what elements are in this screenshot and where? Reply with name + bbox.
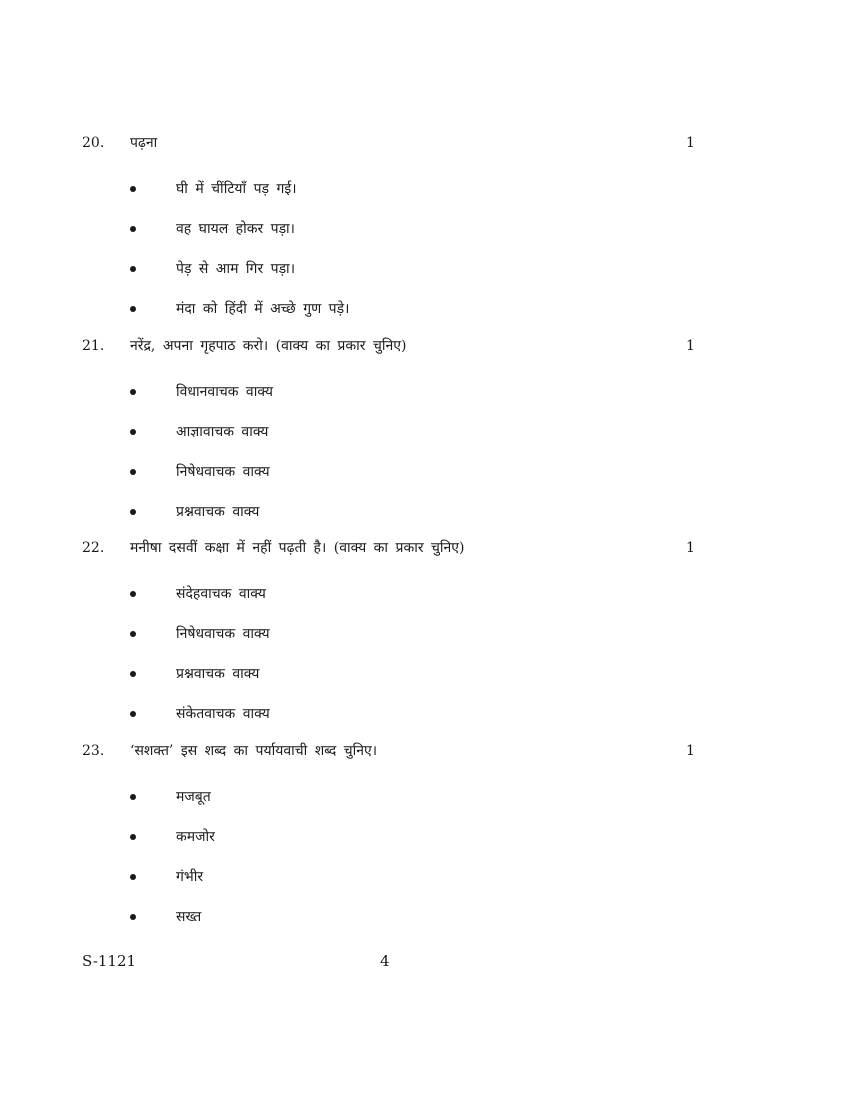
question-marks: 1 bbox=[686, 338, 695, 354]
bullet-icon bbox=[130, 306, 136, 312]
option-list bbox=[82, 375, 702, 535]
question-number: 22. bbox=[82, 540, 105, 556]
option-list bbox=[82, 172, 702, 332]
option-list bbox=[82, 577, 702, 737]
option-item bbox=[82, 455, 702, 495]
bullet-icon bbox=[130, 186, 136, 192]
option-text: प्रश्नवाचक वाक्य bbox=[176, 666, 260, 682]
question-22 bbox=[82, 537, 702, 737]
option-item bbox=[82, 252, 702, 292]
option-text: कमजोर bbox=[176, 829, 215, 845]
option-list bbox=[82, 780, 702, 940]
option-item bbox=[82, 860, 702, 900]
question-21 bbox=[82, 335, 702, 535]
option-item bbox=[82, 212, 702, 252]
bullet-icon bbox=[130, 834, 136, 840]
question-marks: 1 bbox=[686, 540, 695, 556]
question-20 bbox=[82, 132, 702, 332]
option-text: घी में चींटियाँ पड़ गई। bbox=[176, 181, 297, 197]
option-text: मंदा को हिंदी में अच्छे गुण पड़े। bbox=[176, 301, 350, 317]
option-item bbox=[82, 900, 702, 940]
option-text: संकेतवाचक वाक्य bbox=[176, 706, 270, 722]
bullet-icon bbox=[130, 469, 136, 475]
paper-code: S-1121 bbox=[82, 952, 137, 970]
bullet-icon bbox=[130, 711, 136, 717]
option-text: आज्ञावाचक वाक्य bbox=[176, 424, 269, 440]
option-item bbox=[82, 415, 702, 455]
bullet-icon bbox=[130, 631, 136, 637]
option-item bbox=[82, 820, 702, 860]
question-header bbox=[82, 740, 702, 762]
option-text: प्रश्नवाचक वाक्य bbox=[176, 504, 260, 520]
option-text: निषेधवाचक वाक्य bbox=[176, 626, 270, 642]
bullet-icon bbox=[130, 671, 136, 677]
option-text: मजबूत bbox=[176, 789, 211, 805]
option-text: सख्त bbox=[176, 909, 202, 925]
bullet-icon bbox=[130, 429, 136, 435]
option-text: निषेधवाचक वाक्य bbox=[176, 464, 270, 480]
question-marks: 1 bbox=[686, 743, 695, 759]
question-text: पढ़ना bbox=[130, 135, 158, 151]
option-text: पेड़ से आम गिर पड़ा। bbox=[176, 261, 295, 277]
option-item bbox=[82, 780, 702, 820]
question-text: नरेंद्र, अपना गृहपाठ करो। (वाक्य का प्रकार चुनिए) bbox=[130, 338, 407, 354]
question-header bbox=[82, 132, 702, 154]
bullet-icon bbox=[130, 794, 136, 800]
option-item bbox=[82, 375, 702, 415]
option-item bbox=[82, 617, 702, 657]
question-marks: 1 bbox=[686, 135, 695, 151]
bullet-icon bbox=[130, 266, 136, 272]
option-text: वह घायल होकर पड़ा। bbox=[176, 221, 295, 237]
question-number: 21. bbox=[82, 338, 105, 354]
option-item bbox=[82, 172, 702, 212]
option-item bbox=[82, 697, 702, 737]
bullet-icon bbox=[130, 226, 136, 232]
question-text: ‘सशक्त’ इस शब्द का पर्यायवाची शब्द चुनिए। bbox=[130, 743, 378, 759]
question-number: 20. bbox=[82, 135, 105, 151]
option-item bbox=[82, 292, 702, 332]
question-23 bbox=[82, 740, 702, 940]
bullet-icon bbox=[130, 874, 136, 880]
bullet-icon bbox=[130, 914, 136, 920]
option-item bbox=[82, 657, 702, 697]
option-text: विधानवाचक वाक्य bbox=[176, 384, 273, 400]
option-text: गंभीर bbox=[176, 869, 204, 885]
question-header bbox=[82, 537, 702, 559]
option-item bbox=[82, 495, 702, 535]
question-text: मनीषा दसवीं कक्षा में नहीं पढ़ती है। (वाक्य का प्रकार चुनिए) bbox=[130, 540, 465, 556]
option-text: संदेहवाचक वाक्य bbox=[176, 586, 266, 602]
bullet-icon bbox=[130, 591, 136, 597]
bullet-icon bbox=[130, 509, 136, 515]
question-header bbox=[82, 335, 702, 357]
question-number: 23. bbox=[82, 743, 105, 759]
option-item bbox=[82, 577, 702, 617]
bullet-icon bbox=[130, 389, 136, 395]
page-number: 4 bbox=[380, 952, 390, 970]
